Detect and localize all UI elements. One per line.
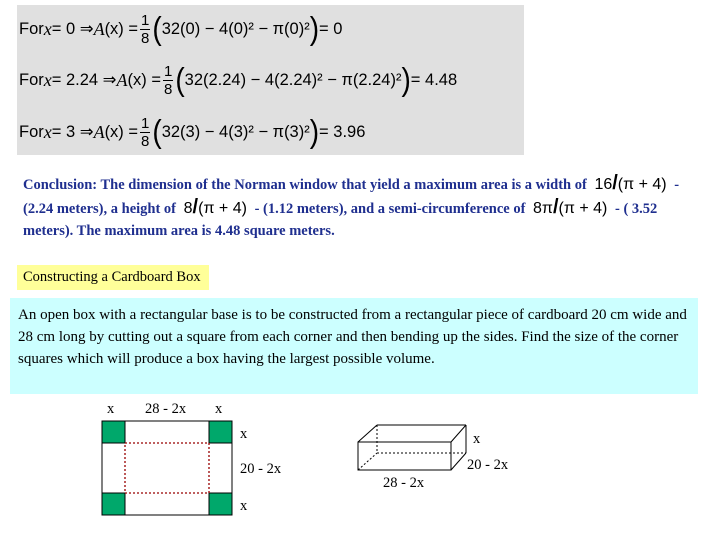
label-x-right-bottom: x [240, 498, 248, 514]
eq-body: 32(3) − 4(3)² − π(3)² [161, 122, 310, 141]
eq-func-arg: (x) = [127, 70, 161, 89]
eq-var: x [43, 69, 52, 90]
equation-row: For x = 3 ⇒ A (x) = $\frac{1}{8}$ ( 32(3) − 4(3)² − π(3)² ) = 3.96 [19, 113, 366, 150]
label-box-length: 28 - 2x [383, 475, 425, 491]
eq-fraction [140, 13, 150, 46]
frac-numerator: 1 [163, 62, 173, 80]
eq-func: A [93, 18, 105, 39]
box-edge [451, 453, 466, 470]
semi-circumference-expression: 8π/(π + 4) [533, 196, 608, 218]
problem-box [10, 298, 698, 394]
eq-var: x [43, 121, 52, 142]
eq-prefix: For [19, 122, 44, 141]
box-hidden-edge [358, 453, 377, 470]
conclusion-text: - ( 3.52 meters). The maximum area is 4.48 square meters. [23, 201, 658, 239]
equation-panel [17, 5, 524, 155]
flat-cardboard-diagram [95, 398, 310, 538]
eq-var: x [43, 18, 52, 39]
corner-square [209, 421, 232, 443]
height-expression: 8/(π + 4) [183, 196, 247, 218]
expr-denominator: (π + 4) [558, 200, 608, 217]
expr-numerator: 8 [183, 200, 193, 217]
frac-denominator: 8 [141, 29, 150, 47]
eq-fraction [163, 64, 173, 97]
corner-square [209, 493, 232, 515]
box-edge [451, 425, 466, 442]
conclusion-paragraph [23, 172, 703, 242]
eq-func-arg: (x) = [104, 19, 139, 38]
frac-denominator: 8 [141, 132, 150, 150]
conclusion-text: - (1.12 meters), and a semi-circumference of [254, 201, 530, 217]
equation-row: For x = 0 ⇒ A (x) = $\frac{1}{8}$ ( 32(0) − 4(0)² − π(0)² ) = 0 [19, 10, 343, 47]
corner-square [102, 421, 125, 443]
eq-body: 32(0) − 4(0)² − π(0)² [161, 19, 310, 38]
equation-row: For x = 2.24 ⇒ A (x) = $\frac{1}{8}$ ( 32(2.24) − 4(2.24)² − π(2.24)² ) = 4.48 [19, 61, 458, 98]
label-width-right: 20 - 2x [240, 461, 282, 477]
eq-func: A [116, 69, 128, 90]
box-front-face [358, 442, 451, 470]
expr-denominator: (π + 4) [198, 200, 247, 217]
corner-square [102, 493, 125, 515]
eq-result: = 0 [319, 19, 343, 38]
expr-denominator: (π + 4) [617, 176, 667, 193]
label-box-depth: 20 - 2x [467, 457, 509, 473]
problem-text: An open box with a rectangular base is to be constructed from a rectangular piece of cardboard 20 cm wide and 28 cm long by cutting out a square from each corner and then bending up the sides. Find the size of the corner squares which will produce a box having the largest possible volume. [18, 307, 687, 367]
box-edge [358, 425, 377, 442]
expr-numerator: 16 [594, 176, 613, 193]
frac-numerator: 1 [141, 11, 150, 29]
eq-result: = 3.96 [319, 122, 366, 141]
expr-numerator: 8π [533, 200, 553, 217]
frac-numerator: 1 [141, 114, 150, 132]
eq-assign: = 3 ⇒ [51, 123, 94, 141]
eq-prefix: For [19, 19, 44, 38]
eq-func: A [93, 121, 105, 142]
open-box-diagram [355, 420, 535, 500]
label-x-right-top: x [240, 426, 248, 442]
conclusion-text: - (2.24 meters), a height of [23, 177, 680, 217]
eq-result: = 4.48 [410, 70, 458, 89]
eq-func-arg: (x) = [104, 122, 139, 141]
label-x-top-right: x [215, 401, 223, 417]
section-heading: Constructing a Cardboard Box [17, 265, 209, 290]
eq-prefix: For [19, 70, 44, 89]
label-length-top: 28 - 2x [145, 401, 187, 417]
label-x-top-left: x [107, 401, 115, 417]
eq-assign: = 2.24 ⇒ [51, 71, 117, 89]
conclusion-text: Conclusion: The dimension of the Norman window that yield a maximum area is a width of [23, 177, 591, 193]
eq-body: 32(2.24) − 4(2.24)² − π(2.24)² [184, 70, 402, 89]
label-box-height: x [473, 431, 481, 447]
eq-assign: = 0 ⇒ [51, 20, 94, 38]
width-expression: 16/(π + 4) [594, 172, 667, 194]
eq-fraction [140, 116, 150, 149]
frac-denominator: 8 [163, 80, 173, 98]
